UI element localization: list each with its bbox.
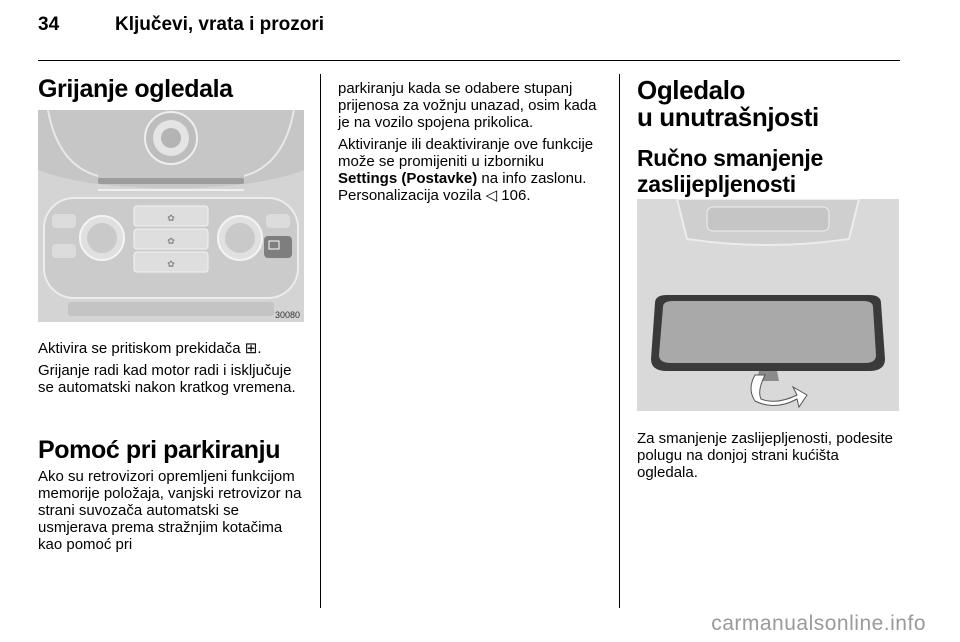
- column-divider-2: [619, 74, 620, 608]
- page-number: 34: [38, 14, 60, 35]
- watermark: carmanualsonline.info: [711, 612, 926, 635]
- paragraph-reverse-gear: parkiranju kada se odabere stupanj prijenosa za vožnju unazad, osim kada je na vozilo spojena prikolica.: [338, 80, 597, 131]
- heading-interior-mirror-1: Ogledalo: [637, 75, 746, 105]
- chapter-title: Ključevi, vrata i prozori: [115, 14, 325, 35]
- figure-climate-panel: [38, 110, 304, 322]
- settings-menu-name: Settings (Postavke): [338, 170, 478, 187]
- heated-mirror-icon: ⊞: [244, 340, 258, 357]
- paragraph-settings-text-b: na info zaslonu. Personalizacija vozila: [338, 170, 587, 204]
- heading-heated-mirrors: Grijanje ogledala: [38, 75, 233, 103]
- paragraph-antiglare: Za smanjenje zaslijepljenosti, podesite polugu na donjoj strani kućišta ogledala.: [637, 430, 893, 481]
- figure-interior-mirror: [637, 199, 899, 411]
- subheading-glare-1: Ručno smanjenje: [637, 145, 823, 171]
- paragraph-settings: [338, 136, 600, 204]
- subheading-glare-2: zaslijepljenosti: [637, 171, 796, 197]
- svg-text:✿: ✿: [167, 237, 175, 247]
- paragraph-heating-duration: Grijanje radi kad motor radi i isključuje se automatski nakon kratkog vremena.: [38, 362, 296, 396]
- figure-number: 30080: [274, 310, 300, 320]
- paragraph-activation-text: Aktivira se pritiskom prekidača: [38, 340, 245, 357]
- climate-panel-illustration: [38, 110, 304, 322]
- heading-interior-mirror-2: u unutrašnjosti: [637, 102, 819, 132]
- svg-text:✿: ✿: [167, 260, 175, 270]
- col2-body: [338, 80, 600, 204]
- svg-text:✿: ✿: [167, 214, 175, 224]
- column-divider-1: [320, 74, 321, 608]
- paragraph-activation-end: .: [257, 340, 262, 357]
- paragraph-settings-text-a: Aktiviranje ili deaktiviranje ove funkcije može se promijeniti u izborniku: [338, 136, 594, 170]
- page-reference-icon: ◁: [485, 187, 498, 204]
- page-reference-number: 106.: [497, 187, 531, 204]
- header-rule: [38, 60, 900, 61]
- paragraph-activation: [38, 340, 304, 357]
- col1-body-1: [38, 340, 304, 396]
- heading-parking-aid: Pomoć pri parkiranju: [38, 436, 281, 464]
- paragraph-parking-aid: Ako su retrovizori opremljeni funkcijom memorije položaja, vanjski retrovizor na strani suvozača automatski se usmjerava prema stražnjim kotačima kao pomoć pri: [38, 468, 302, 553]
- interior-mirror-illustration: [637, 199, 899, 411]
- col1-body-2: [38, 468, 304, 553]
- col3-body: [637, 430, 899, 481]
